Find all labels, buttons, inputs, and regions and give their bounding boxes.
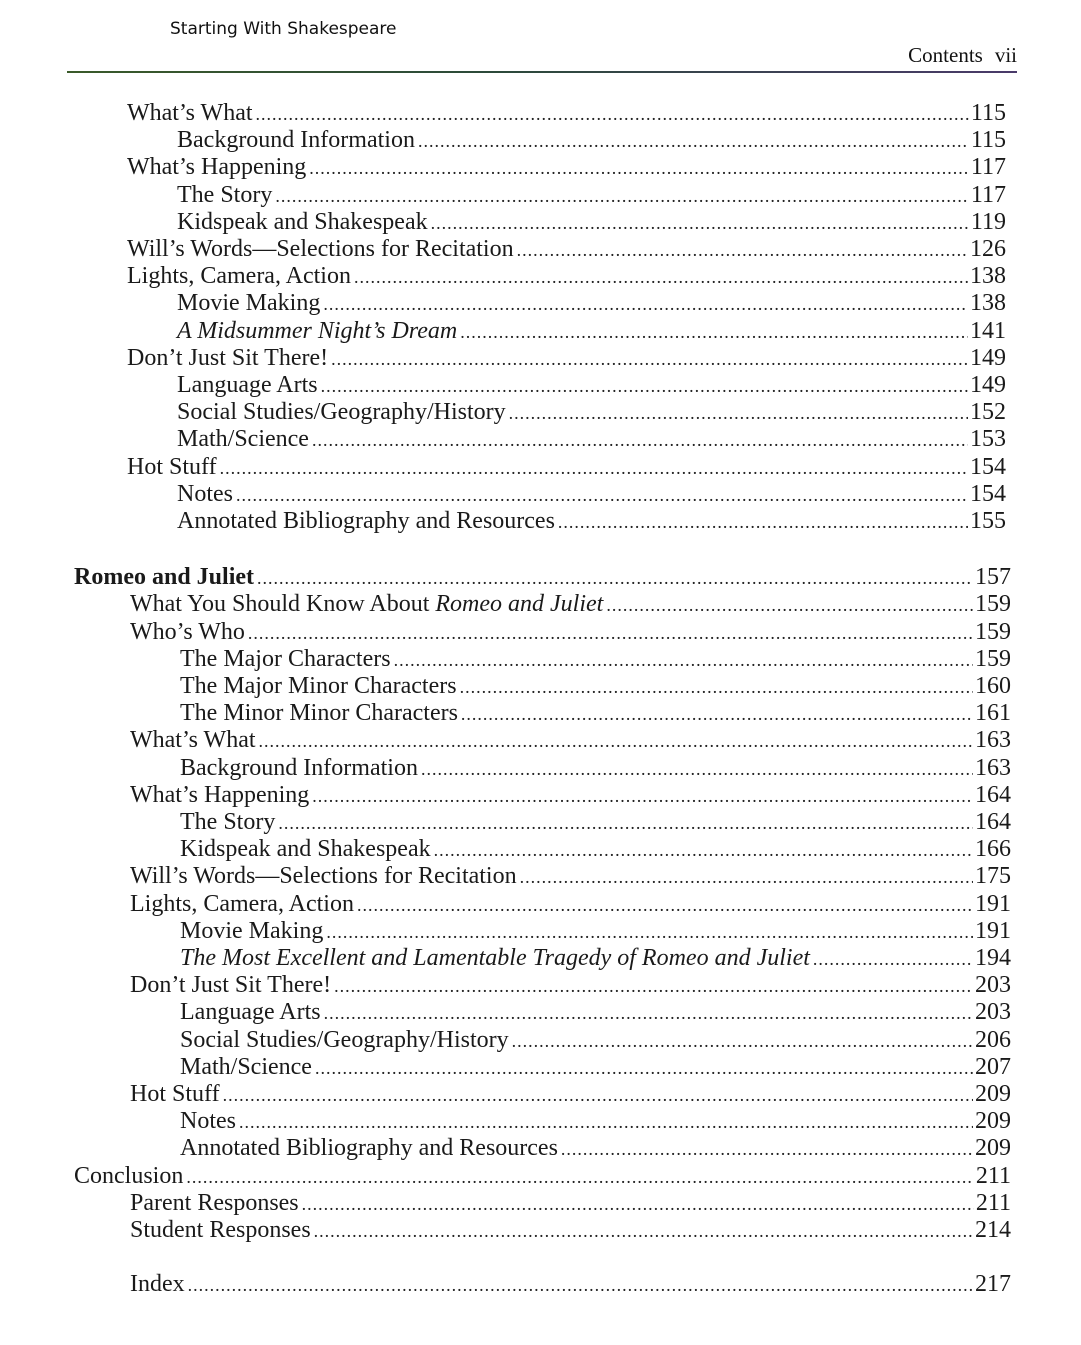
toc-entry-label — [180, 808, 275, 836]
toc-entry-page: 115 — [970, 127, 1006, 154]
toc-entry-page: 157 — [975, 564, 1011, 591]
dot-leader — [561, 1135, 973, 1163]
toc-entry-label — [177, 507, 555, 535]
toc-entry — [177, 507, 1006, 535]
toc-entry — [180, 672, 1011, 700]
dot-leader — [520, 863, 973, 891]
toc-entry-page: 209 — [975, 1081, 1011, 1107]
toc-entry — [130, 618, 1011, 646]
toc-entry-label — [177, 398, 506, 426]
dot-leader — [558, 508, 968, 536]
toc-entry-label-text: What’s What — [130, 727, 256, 754]
toc-entry-label — [177, 425, 309, 453]
toc-entry-label-text: Movie Making — [180, 917, 324, 944]
toc-entry-page: 117 — [970, 181, 1006, 208]
toc-entry-label-text: Language Arts — [180, 999, 321, 1026]
toc-entry-label-text: The Story — [177, 181, 273, 208]
toc-entry — [180, 1107, 1011, 1135]
toc-entry-label-text: Language Arts — [177, 372, 318, 398]
toc-entry-page: 154 — [970, 453, 1006, 480]
book-title: Starting With Shakespeare — [170, 19, 397, 39]
dot-leader — [309, 154, 969, 182]
dot-leader — [312, 426, 968, 454]
toc-entry — [130, 1189, 1011, 1217]
dot-leader — [323, 290, 968, 318]
dot-leader — [314, 1217, 973, 1245]
dot-leader — [431, 209, 969, 237]
dot-leader — [275, 182, 969, 210]
toc-entry-label — [127, 453, 217, 481]
toc-entry — [180, 699, 1011, 727]
dot-leader — [326, 918, 973, 946]
toc-entry-label — [130, 781, 309, 809]
toc-entry-label-text: A Midsummer Night’s Dream — [177, 317, 458, 344]
toc-entry-label-text: Conclusion — [74, 1162, 184, 1189]
toc-entry — [177, 425, 1006, 453]
toc-entry-label-text: Romeo and Juliet — [74, 564, 254, 591]
dot-leader — [321, 372, 968, 400]
dot-leader — [188, 1271, 973, 1299]
toc-entry-label-text: Kidspeak and Shakespeak — [177, 208, 428, 235]
toc-entry — [130, 1080, 1011, 1108]
toc-entry-page: 159 — [975, 618, 1011, 645]
toc-entry-label — [130, 862, 517, 890]
header-rule — [67, 71, 1017, 73]
toc-entry — [177, 317, 1006, 345]
toc-entry-label — [74, 1162, 183, 1190]
toc-entry-label-text: Social Studies/Geography/History — [177, 399, 506, 426]
toc-entry-label — [130, 890, 354, 918]
toc-entry-page: 126 — [970, 236, 1006, 262]
toc-entry — [180, 808, 1011, 836]
toc-entry-label — [180, 672, 457, 700]
dot-leader — [302, 1190, 974, 1218]
toc-entry-label — [130, 1270, 185, 1298]
dot-leader — [315, 1054, 973, 1082]
toc-entry — [177, 181, 1006, 209]
toc-entry — [130, 590, 1011, 618]
toc-entry-page: 217 — [975, 1271, 1011, 1298]
dot-leader — [259, 727, 973, 755]
toc-entry-page: 115 — [970, 100, 1006, 126]
running-head — [908, 43, 1017, 68]
toc-entry-page: 166 — [975, 836, 1011, 863]
toc-entry-label — [127, 262, 351, 290]
toc-entry-label-text: Background Information — [177, 127, 415, 154]
toc-entry-label-text: Notes — [180, 1108, 236, 1135]
toc-entry-label — [130, 1216, 311, 1244]
toc-entry-label-text: The Major Minor Characters — [180, 673, 457, 699]
toc-entry — [180, 998, 1011, 1026]
toc-entry-label — [180, 754, 418, 782]
toc-entry — [127, 99, 1006, 127]
toc-entry-label-text: What’s Happening — [127, 154, 307, 181]
toc-entry — [127, 153, 1006, 181]
dot-leader — [256, 100, 969, 128]
toc-entry-label-text: Will’s Words—Selections for Recitation — [127, 236, 514, 262]
toc-entry-label-text: Math/Science — [180, 1053, 312, 1080]
toc-entry-page: 141 — [970, 317, 1006, 344]
toc-entry-page: 203 — [975, 972, 1011, 999]
toc-entry — [180, 917, 1011, 945]
toc-entry-label — [130, 1189, 299, 1217]
toc-entry — [180, 1134, 1011, 1162]
dot-leader — [517, 236, 968, 264]
toc-entry-page: 214 — [975, 1217, 1011, 1243]
toc-entry-label-text: Kidspeak and Shakespeak — [180, 836, 431, 863]
toc-entry — [130, 726, 1011, 754]
toc-entry — [130, 862, 1011, 890]
toc-entry-label-text: Math/Science — [177, 426, 309, 453]
dot-leader — [354, 263, 968, 291]
toc-entry-label — [180, 699, 458, 727]
toc-entry-label — [180, 1107, 236, 1135]
toc-entry-page: 153 — [970, 426, 1006, 453]
toc-entry-label — [177, 289, 320, 317]
toc-entry-label-text: Don’t Just Sit There! — [130, 972, 332, 999]
toc-entry-page: 209 — [975, 1135, 1011, 1162]
toc-entry-page: 191 — [975, 890, 1011, 917]
dot-leader — [220, 454, 968, 482]
toc-entry-label — [180, 917, 323, 945]
toc-entry — [180, 645, 1011, 673]
toc-entry — [130, 1270, 1011, 1298]
toc-entry — [177, 208, 1006, 236]
dot-leader — [324, 999, 973, 1027]
toc-entry-page: 211 — [975, 1162, 1011, 1189]
toc-entry — [180, 835, 1011, 863]
dot-leader — [606, 591, 973, 619]
toc-entry-label-text: The Most Excellent and Lamentable Tragedy of Romeo and Juliet — [180, 945, 810, 971]
toc-entry-label-text: Hot Stuff — [127, 453, 217, 480]
toc-entry-page: 152 — [970, 399, 1006, 426]
toc-entry-label-text: Background Information — [180, 754, 418, 781]
toc-entry-page: 164 — [975, 781, 1011, 808]
toc-entry-label-text: Annotated Bibliography and Resources — [177, 508, 555, 534]
toc-entry-label-text: Annotated Bibliography and Resources — [180, 1135, 558, 1162]
toc-entry-label — [130, 1080, 220, 1108]
toc-entry-label — [180, 944, 810, 972]
toc-entry-label — [127, 153, 306, 181]
dot-leader — [186, 1163, 974, 1191]
toc-entry — [177, 371, 1006, 399]
toc-entry — [130, 971, 1011, 999]
dot-leader — [331, 345, 968, 373]
dot-leader — [394, 646, 973, 674]
dot-leader — [461, 700, 973, 728]
toc-entry-label — [180, 998, 321, 1026]
toc-entry-label-text: Hot Stuff — [130, 1081, 220, 1107]
toc-entry-page: 207 — [975, 1053, 1011, 1080]
toc-entry-page: 175 — [975, 863, 1011, 890]
dot-leader — [278, 809, 973, 837]
toc-entry-label — [177, 181, 272, 209]
page-number: vii — [994, 43, 1017, 67]
toc-entry-label-text: Don’t Just Sit There! — [127, 344, 329, 371]
toc-entry — [130, 1216, 1011, 1244]
toc-entry-label-text: What’s What — [127, 100, 253, 126]
toc-entry-page: 163 — [975, 754, 1011, 781]
toc-entry-label-text: Lights, Camera, Action — [130, 890, 354, 917]
toc-entry — [127, 453, 1006, 481]
toc-entry-label — [130, 726, 256, 754]
toc-entry — [180, 1026, 1011, 1054]
toc-entry — [177, 398, 1006, 426]
toc-entry-label-italic: Romeo and Juliet — [435, 591, 604, 618]
toc-entry-label-text: Lights, Camera, Action — [127, 263, 351, 290]
dot-leader — [257, 564, 973, 592]
dot-leader — [312, 782, 973, 810]
toc-entry-label — [180, 1053, 312, 1081]
toc-entry-label — [180, 645, 391, 673]
toc-entry — [180, 1053, 1011, 1081]
toc-entry-label — [74, 563, 254, 591]
toc-entry — [127, 235, 1006, 263]
dot-leader — [418, 127, 969, 155]
dot-leader — [236, 481, 968, 509]
toc-entry-label-text: Social Studies/Geography/History — [180, 1026, 509, 1053]
dot-leader — [239, 1108, 973, 1136]
toc-entry — [177, 480, 1006, 508]
dot-leader — [421, 755, 973, 783]
toc-entry — [130, 890, 1011, 918]
toc-entry-label — [180, 1134, 558, 1162]
toc-entry-label — [127, 344, 328, 372]
toc-entry — [177, 126, 1006, 154]
toc-entry-label-text: What’s Happening — [130, 781, 310, 808]
dot-leader — [512, 1027, 973, 1055]
dot-leader — [509, 399, 968, 427]
toc-entry-page: 191 — [975, 917, 1011, 944]
toc-entry-label — [177, 480, 233, 508]
toc-entry-page: 211 — [975, 1189, 1011, 1216]
toc-entry-page: 117 — [970, 154, 1006, 181]
toc-entry-label — [177, 208, 428, 236]
toc-entry-label-text: Parent Responses — [130, 1189, 299, 1216]
dot-leader — [460, 318, 968, 346]
dot-leader — [813, 945, 973, 973]
toc-entry-label-text: The Major Characters — [180, 645, 391, 672]
toc-entry-label — [177, 126, 415, 154]
toc-entry-page: 203 — [975, 999, 1011, 1026]
dot-leader — [223, 1081, 973, 1109]
toc-entry-page: 154 — [970, 480, 1006, 507]
toc-entry-page: 155 — [970, 508, 1006, 534]
toc-entry-label-text: Will’s Words—Selections for Recitation — [130, 863, 517, 890]
toc-entry-page: 159 — [975, 591, 1011, 618]
toc-entry — [127, 344, 1006, 372]
toc-entry-label — [127, 99, 253, 127]
toc-entry-page: 209 — [975, 1108, 1011, 1135]
toc-entry — [127, 262, 1006, 290]
toc-entry-label-text: Movie Making — [177, 290, 321, 317]
toc-entry-label-text: What You Should Know About — [130, 591, 436, 618]
dot-leader — [460, 673, 973, 701]
toc-entry-label — [180, 1026, 509, 1054]
toc-entry-label — [177, 317, 457, 345]
section-title: Contents — [908, 43, 983, 67]
toc-entry — [177, 289, 1006, 317]
dot-leader — [357, 891, 973, 919]
toc-entry-label — [130, 971, 331, 999]
toc-entry — [180, 944, 1011, 972]
toc-entry — [180, 754, 1011, 782]
toc-entry-page: 159 — [975, 645, 1011, 672]
toc-entry-page: 138 — [970, 290, 1006, 317]
dot-leader — [434, 836, 973, 864]
toc-entry-label-text: The Story — [180, 809, 276, 835]
toc-entry-page: 163 — [975, 727, 1011, 754]
toc-entry-page: 164 — [975, 809, 1011, 835]
dot-leader — [248, 619, 973, 647]
toc-entry-page: 161 — [975, 700, 1011, 727]
toc-entry-label-text: Student Responses — [130, 1217, 311, 1243]
toc-entry-label-text: Who’s Who — [130, 618, 245, 645]
toc-entry-page: 138 — [970, 263, 1006, 290]
toc-entry-page: 149 — [970, 372, 1006, 398]
toc-entry-label — [130, 618, 245, 646]
toc-entry-page: 194 — [975, 945, 1011, 971]
toc-entry — [74, 563, 1011, 591]
toc-entry-page: 206 — [975, 1026, 1011, 1053]
toc-entry-label-text: Notes — [177, 480, 233, 507]
toc-entry-label — [180, 835, 431, 863]
dot-leader — [334, 972, 973, 1000]
toc-entry-label — [177, 371, 318, 399]
toc-entry — [74, 1162, 1011, 1190]
toc-entry-page: 149 — [970, 344, 1006, 371]
toc-entry — [130, 781, 1011, 809]
toc-entry-label — [130, 590, 603, 618]
toc-entry-page: 160 — [975, 673, 1011, 699]
toc-entry-label-text: The Minor Minor Characters — [180, 700, 458, 727]
toc-entry-label-text: Index — [130, 1271, 185, 1298]
toc-entry-label — [127, 235, 514, 263]
toc-entry-page: 119 — [970, 208, 1006, 235]
